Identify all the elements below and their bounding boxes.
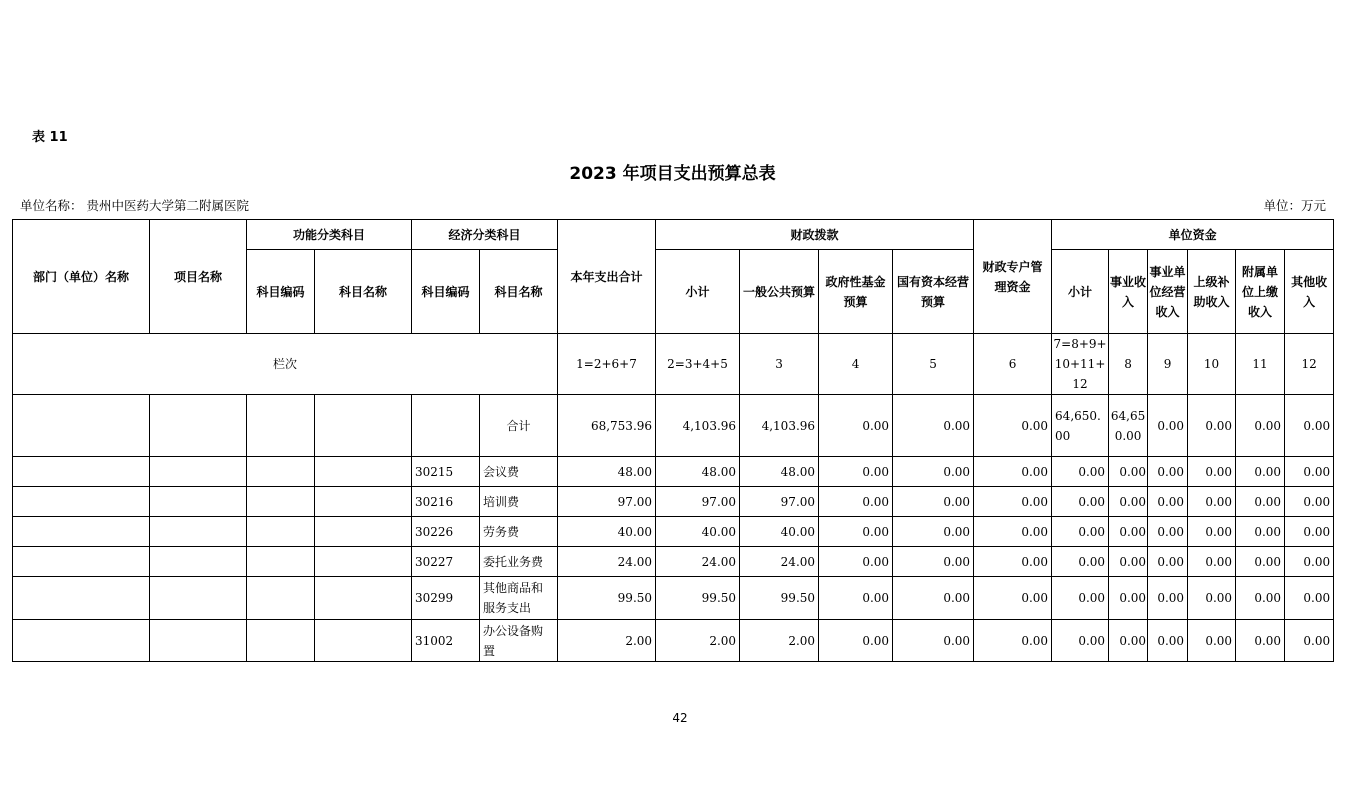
col-superior-subsidy: 上级补助收入 (1188, 250, 1236, 334)
amount-cell: 0.00 (1285, 577, 1334, 620)
amount-cell: 0.00 (1052, 620, 1109, 662)
budget-table (12, 219, 1334, 662)
table-row (13, 517, 1334, 547)
col-general-budget: 一般公共预算 (740, 250, 819, 334)
amount-cell: 0.00 (974, 547, 1052, 577)
amount-cell: 64,650.00 (1052, 395, 1109, 457)
empty-cell (13, 577, 150, 620)
col-special-fund: 财政专户管理资金 (974, 220, 1052, 334)
index-cell: 7=8+9+10+11+12 (1052, 334, 1109, 395)
empty-cell (13, 395, 150, 457)
col-fiscal-subtotal: 小计 (656, 250, 740, 334)
amount-cell: 0.00 (819, 457, 893, 487)
amount-cell: 99.50 (740, 577, 819, 620)
amount-cell: 0.00 (1285, 547, 1334, 577)
amount-cell: 0.00 (974, 487, 1052, 517)
col-unit-group: 单位资金 (1052, 220, 1334, 250)
amount-cell: 2.00 (656, 620, 740, 662)
index-cell: 6 (974, 334, 1052, 395)
amount-cell: 0.00 (1052, 547, 1109, 577)
index-cell: 1=2+6+7 (558, 334, 656, 395)
empty-cell (13, 620, 150, 662)
amount-cell: 0.00 (974, 457, 1052, 487)
econ-code-cell: 30227 (412, 547, 480, 577)
col-func-name: 科目名称 (315, 250, 412, 334)
table-row (13, 577, 1334, 620)
col-econ-name: 科目名称 (480, 250, 558, 334)
econ-code-cell: 30216 (412, 487, 480, 517)
amount-cell: 0.00 (1052, 577, 1109, 620)
amount-cell: 0.00 (819, 395, 893, 457)
amount-cell: 0.00 (1188, 577, 1236, 620)
empty-cell (315, 395, 412, 457)
empty-cell (13, 487, 150, 517)
empty-cell (13, 517, 150, 547)
col-other-income: 其他收入 (1285, 250, 1334, 334)
amount-cell: 0.00 (1236, 577, 1285, 620)
amount-cell: 40.00 (740, 517, 819, 547)
col-econ-code: 科目编码 (412, 250, 480, 334)
empty-cell (315, 547, 412, 577)
amount-cell: 0.00 (1236, 547, 1285, 577)
empty-cell (247, 517, 315, 547)
amount-cell: 2.00 (740, 620, 819, 662)
empty-cell (150, 457, 247, 487)
col-project: 项目名称 (150, 220, 247, 334)
empty-cell (247, 487, 315, 517)
amount-cell: 0.00 (819, 517, 893, 547)
amount-cell: 64,650.00 (1109, 395, 1148, 457)
amount-cell: 48.00 (558, 457, 656, 487)
amount-cell: 0.00 (974, 395, 1052, 457)
empty-cell (247, 457, 315, 487)
empty-cell (315, 577, 412, 620)
amount-cell: 4,103.96 (740, 395, 819, 457)
amount-cell: 0.00 (1148, 620, 1188, 662)
amount-cell: 0.00 (1109, 577, 1148, 620)
table-row (13, 620, 1334, 662)
index-cell: 10 (1188, 334, 1236, 395)
amount-cell: 2.00 (558, 620, 656, 662)
amount-cell: 48.00 (656, 457, 740, 487)
table-row (13, 487, 1334, 517)
empty-cell (150, 577, 247, 620)
econ-code-cell: 30299 (412, 577, 480, 620)
index-cell: 3 (740, 334, 819, 395)
col-total: 本年支出合计 (558, 220, 656, 334)
empty-cell (315, 457, 412, 487)
col-func-code: 科目编码 (247, 250, 315, 334)
amount-cell: 0.00 (974, 577, 1052, 620)
amount-cell: 0.00 (1236, 395, 1285, 457)
amount-cell: 0.00 (1236, 457, 1285, 487)
amount-cell: 40.00 (558, 517, 656, 547)
empty-cell (247, 395, 315, 457)
amount-cell: 0.00 (1188, 487, 1236, 517)
table-number: 表 11 (32, 130, 68, 145)
amount-cell: 24.00 (656, 547, 740, 577)
amount-cell: 40.00 (656, 517, 740, 547)
col-unit-subtotal: 小计 (1052, 250, 1109, 334)
amount-cell: 97.00 (656, 487, 740, 517)
col-dept: 部门（单位）名称 (13, 220, 150, 334)
amount-cell: 68,753.96 (558, 395, 656, 457)
amount-cell: 0.00 (893, 577, 974, 620)
amount-cell: 0.00 (1285, 620, 1334, 662)
index-cell: 12 (1285, 334, 1334, 395)
empty-cell (412, 395, 480, 457)
econ-name-cell: 办公设备购置 (480, 620, 558, 662)
econ-name-cell: 会议费 (480, 457, 558, 487)
empty-cell (13, 547, 150, 577)
amount-cell: 0.00 (1148, 487, 1188, 517)
index-cell: 8 (1109, 334, 1148, 395)
empty-cell (150, 395, 247, 457)
amount-cell: 0.00 (1052, 487, 1109, 517)
amount-cell: 0.00 (1188, 517, 1236, 547)
amount-cell: 0.00 (1148, 517, 1188, 547)
empty-cell (247, 547, 315, 577)
amount-cell: 0.00 (1148, 547, 1188, 577)
col-econ-group: 经济分类科目 (412, 220, 558, 250)
amount-cell: 0.00 (1188, 620, 1236, 662)
amount-cell: 0.00 (1236, 620, 1285, 662)
amount-cell: 0.00 (1236, 517, 1285, 547)
total-row-label: 合计 (480, 395, 558, 457)
amount-cell: 0.00 (1109, 457, 1148, 487)
index-cell: 11 (1236, 334, 1285, 395)
index-row-label: 栏次 (13, 334, 558, 395)
unit-name-label: 单位名称： 贵州中医药大学第二附属医院 (20, 198, 249, 213)
amount-cell: 0.00 (1109, 547, 1148, 577)
empty-cell (315, 487, 412, 517)
econ-name-cell: 培训费 (480, 487, 558, 517)
amount-cell: 0.00 (1236, 487, 1285, 517)
amount-cell: 0.00 (1188, 395, 1236, 457)
index-cell: 9 (1148, 334, 1188, 395)
page-title: 2023 年项目支出预算总表 (569, 164, 776, 184)
index-row (13, 334, 1334, 395)
empty-cell (150, 487, 247, 517)
amount-cell: 0.00 (1285, 487, 1334, 517)
amount-cell: 0.00 (1285, 517, 1334, 547)
empty-cell (315, 517, 412, 547)
col-affiliated-income: 附属单位上缴收入 (1236, 250, 1285, 334)
econ-name-cell: 委托业务费 (480, 547, 558, 577)
empty-cell (247, 577, 315, 620)
amount-cell: 0.00 (893, 395, 974, 457)
amount-cell: 99.50 (558, 577, 656, 620)
amount-cell: 0.00 (1052, 457, 1109, 487)
amount-cell: 97.00 (558, 487, 656, 517)
econ-code-cell: 30226 (412, 517, 480, 547)
col-state-capital: 国有资本经营预算 (893, 250, 974, 334)
econ-code-cell: 30215 (412, 457, 480, 487)
col-func-group: 功能分类科目 (247, 220, 412, 250)
amount-cell: 97.00 (740, 487, 819, 517)
amount-cell: 0.00 (974, 517, 1052, 547)
index-cell: 5 (893, 334, 974, 395)
econ-name-cell: 劳务费 (480, 517, 558, 547)
col-business-income: 事业收入 (1109, 250, 1148, 334)
amount-cell: 0.00 (893, 457, 974, 487)
page-number: 42 (672, 711, 688, 725)
amount-cell: 0.00 (1188, 457, 1236, 487)
amount-cell: 0.00 (1109, 487, 1148, 517)
econ-name-cell: 其他商品和服务支出 (480, 577, 558, 620)
amount-cell: 0.00 (1188, 547, 1236, 577)
col-gov-fund: 政府性基金预算 (819, 250, 893, 334)
index-cell: 2=3+4+5 (656, 334, 740, 395)
amount-cell: 0.00 (974, 620, 1052, 662)
econ-code-cell: 31002 (412, 620, 480, 662)
col-operating-income: 事业单位经营收入 (1148, 250, 1188, 334)
amount-cell: 0.00 (1148, 395, 1188, 457)
amount-cell: 24.00 (558, 547, 656, 577)
amount-cell: 0.00 (893, 620, 974, 662)
amount-cell: 0.00 (819, 547, 893, 577)
amount-cell: 0.00 (1148, 457, 1188, 487)
amount-cell: 0.00 (819, 620, 893, 662)
empty-cell (13, 457, 150, 487)
amount-cell: 0.00 (1109, 620, 1148, 662)
total-row (13, 395, 1334, 457)
empty-cell (150, 517, 247, 547)
amount-cell: 0.00 (1148, 577, 1188, 620)
empty-cell (150, 547, 247, 577)
amount-cell: 0.00 (1109, 517, 1148, 547)
amount-cell: 0.00 (893, 517, 974, 547)
amount-cell: 0.00 (1285, 395, 1334, 457)
amount-cell: 0.00 (1285, 457, 1334, 487)
table-row (13, 457, 1334, 487)
amount-cell: 0.00 (1052, 517, 1109, 547)
amount-cell: 99.50 (656, 577, 740, 620)
amount-cell: 48.00 (740, 457, 819, 487)
index-cell: 4 (819, 334, 893, 395)
amount-cell: 0.00 (893, 487, 974, 517)
amount-cell: 24.00 (740, 547, 819, 577)
header-row-1 (13, 220, 1334, 250)
amount-cell: 0.00 (819, 577, 893, 620)
empty-cell (150, 620, 247, 662)
table-row (13, 547, 1334, 577)
col-fiscal-group: 财政拨款 (656, 220, 974, 250)
amount-cell: 0.00 (893, 547, 974, 577)
currency-unit-label: 单位：万元 (1263, 198, 1326, 213)
empty-cell (247, 620, 315, 662)
empty-cell (315, 620, 412, 662)
amount-cell: 0.00 (819, 487, 893, 517)
amount-cell: 4,103.96 (656, 395, 740, 457)
